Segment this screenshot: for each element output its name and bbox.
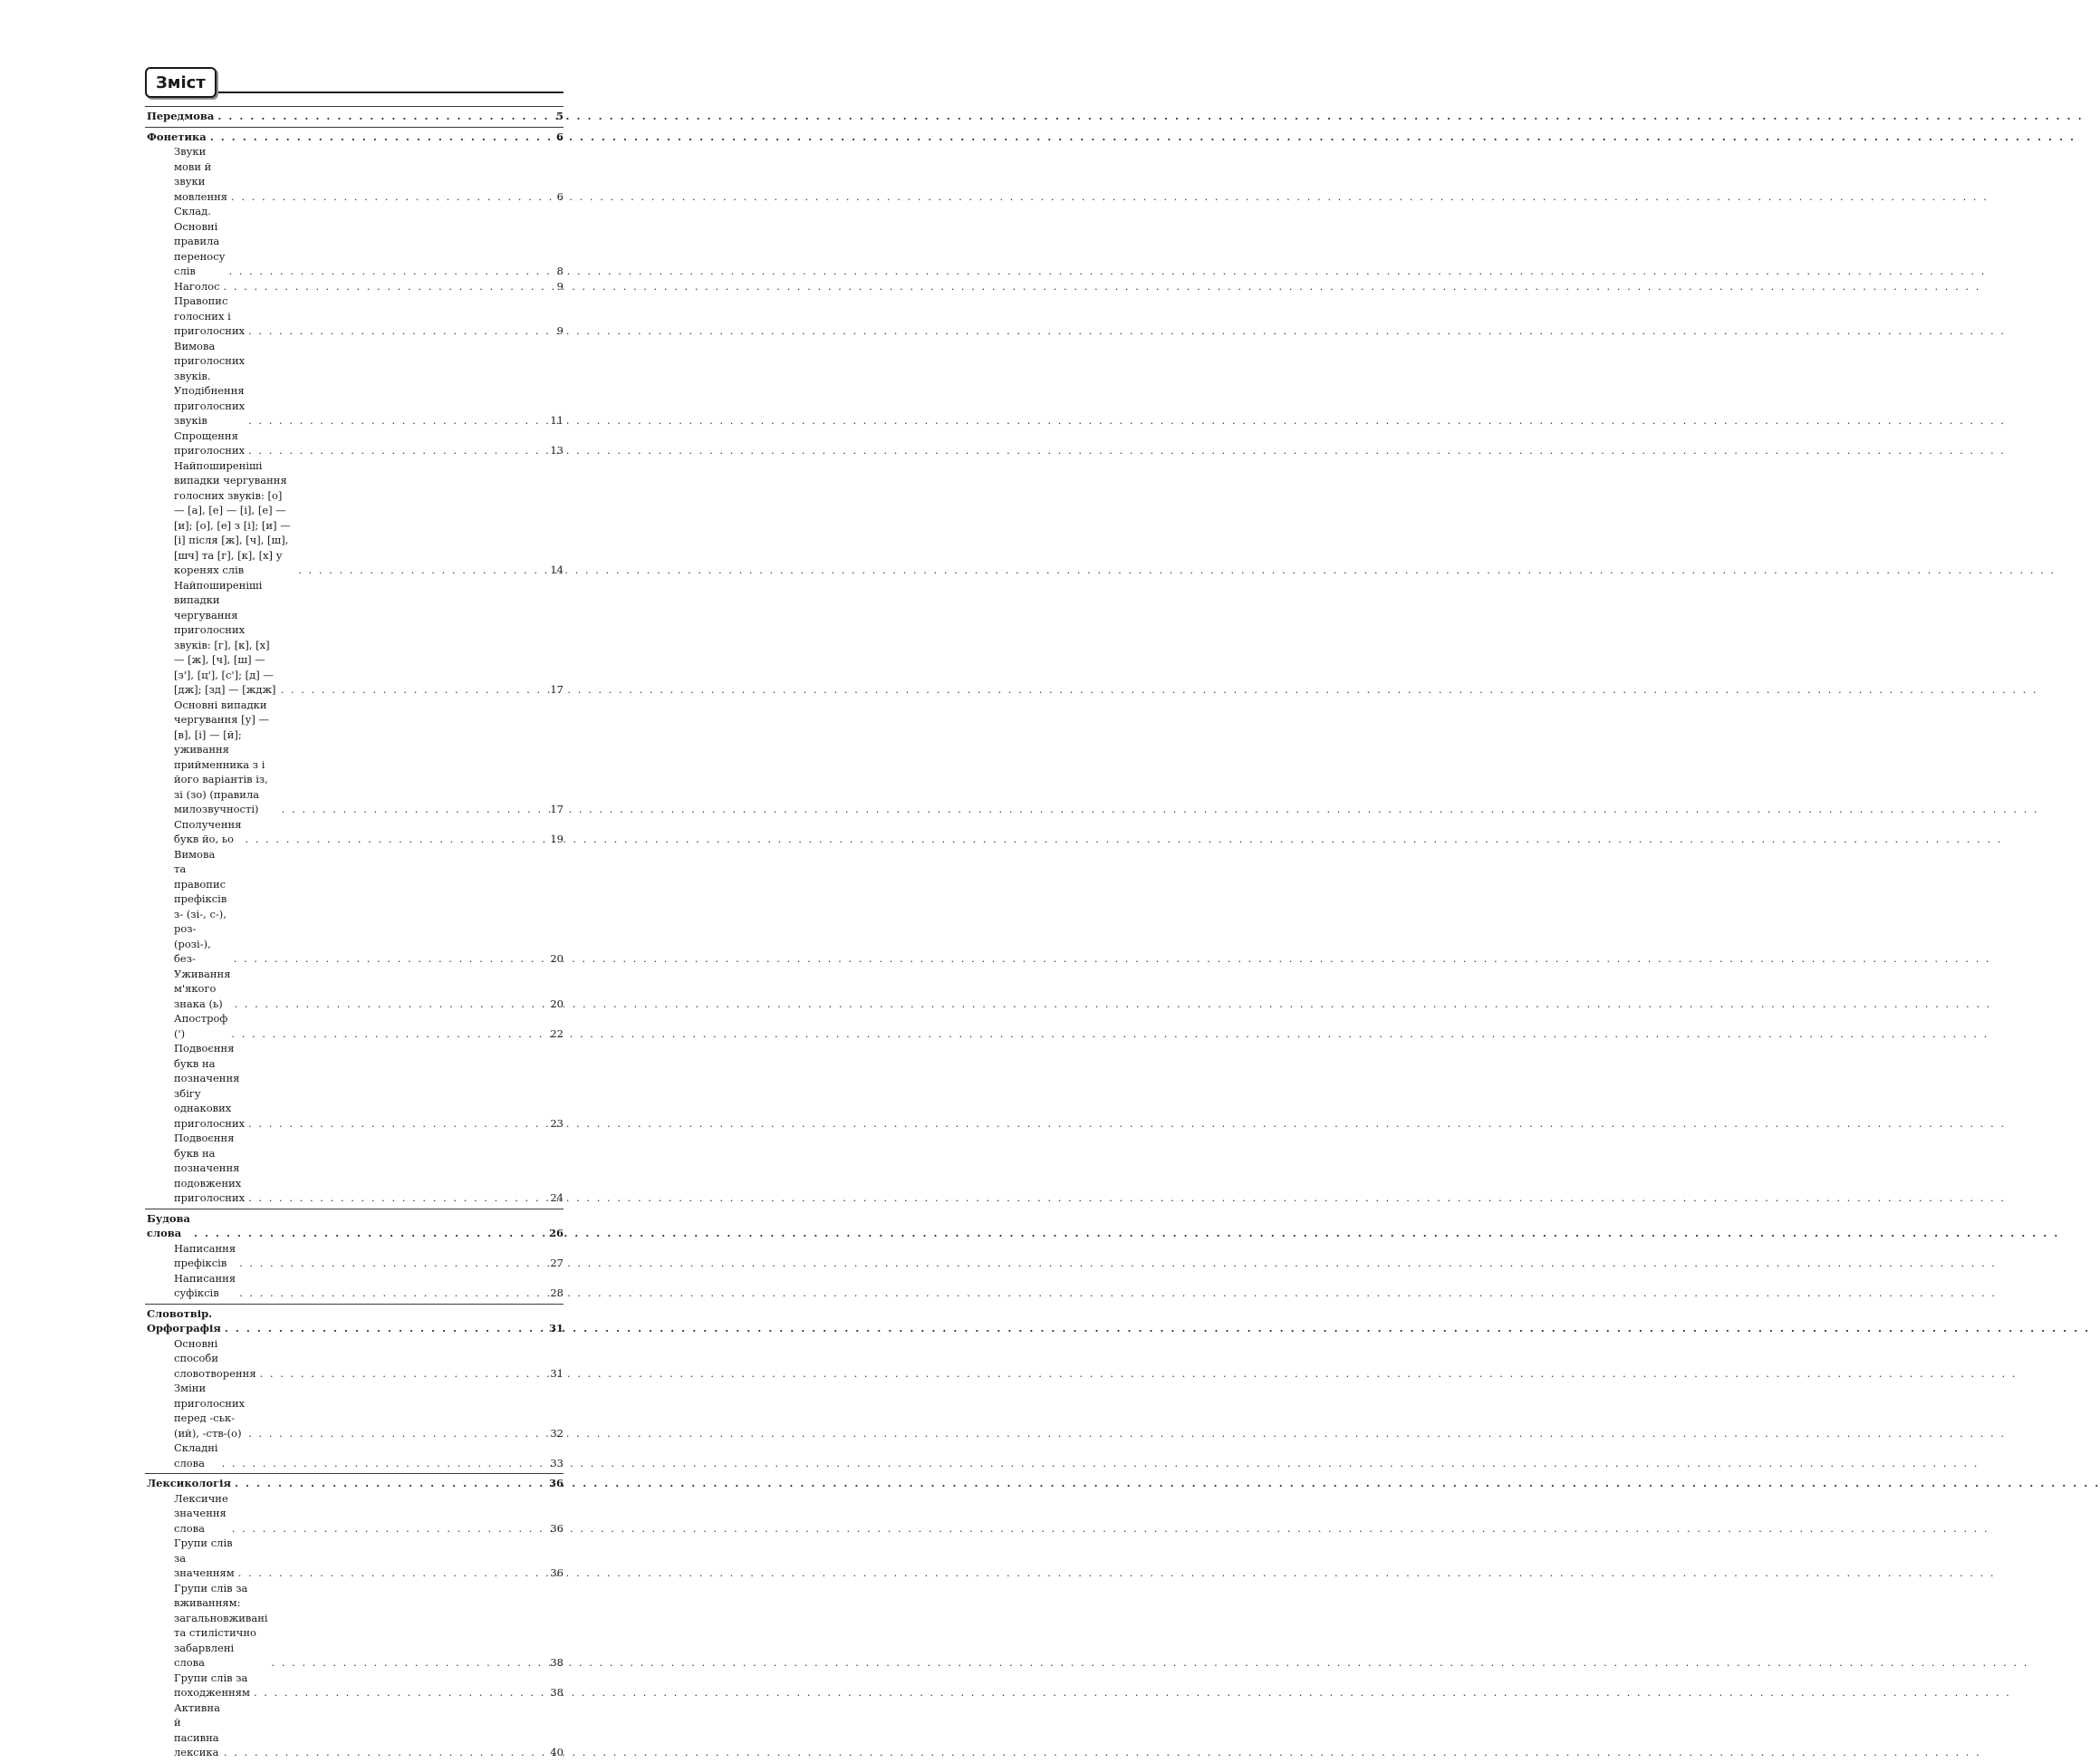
toc-entry-row[interactable]: [145, 967, 564, 1012]
page-number: 6: [556, 189, 564, 203]
toc-section: [145, 127, 564, 1209]
dot-leader: [221, 1321, 549, 1336]
entry-label: Групи слів за значенням: [174, 1537, 235, 1579]
toc-entry-row[interactable]: [145, 429, 564, 458]
toc-entry-row[interactable]: [145, 1440, 564, 1470]
entry-label: Склад. Основні правила переносу слів: [174, 205, 226, 277]
page-number: 36: [550, 1521, 564, 1535]
toc-entry-row[interactable]: [145, 1131, 564, 1206]
toc-entry-row[interactable]: [145, 1671, 564, 1700]
page-number: 9: [556, 324, 564, 337]
header-rule: [199, 92, 564, 93]
page-number: 28: [550, 1286, 564, 1299]
dot-leader: [245, 1426, 550, 1441]
page-number: 8: [556, 265, 564, 277]
toc-entry-row[interactable]: [145, 1041, 564, 1131]
toc-section-row[interactable]: [145, 1211, 564, 1241]
dot-leader: [277, 682, 551, 698]
toc-entry-row[interactable]: [145, 817, 564, 847]
toc-entry-row[interactable]: [145, 458, 564, 578]
page-number: 36: [550, 1566, 564, 1579]
page-number: 19: [550, 833, 564, 845]
dot-leader: [236, 1256, 550, 1271]
section-title: Фонетика: [147, 130, 207, 143]
entry-label: Лексичне значення слова: [174, 1491, 228, 1535]
page-number: 20: [550, 997, 564, 1010]
dot-leader: [245, 443, 550, 458]
page-number: 11: [550, 414, 564, 427]
toc-section: [145, 106, 564, 127]
dot-leader: [241, 832, 550, 847]
entry-label: Написання префіксів: [174, 1241, 236, 1269]
entry-label: Подвоєння букв на позначення збігу однакових приголосних: [174, 1042, 246, 1130]
toc-entry-row[interactable]: [145, 1536, 564, 1581]
toc-entry-row[interactable]: [145, 1581, 564, 1671]
entry-label: Подвоєння букв на позначення подовжених приголосних: [174, 1132, 246, 1204]
page-number: 20: [550, 952, 564, 965]
entry-label: Найпоширеніші випадки чергування приголосних звуків: [г], [к], [х] — [ж], [ч], [ш] — [з'], [ц'], [с']; [д] — [дж]; [зд] — [ждж]: [174, 578, 276, 696]
page-number: 31: [550, 1366, 564, 1380]
toc-entry-row[interactable]: [145, 1336, 564, 1382]
toc-entry-row[interactable]: [145, 1700, 564, 1760]
page-number: 9: [556, 279, 564, 293]
entry-label: Активна й пасивна лексика: [174, 1700, 220, 1758]
dot-leader: [214, 109, 551, 124]
toc-entry-row[interactable]: [145, 1241, 564, 1271]
dot-leader: [218, 1456, 551, 1471]
dot-leader: [190, 1226, 549, 1241]
entry-label: Основні способи словотворення: [174, 1336, 256, 1380]
dot-leader: [227, 189, 551, 205]
page-number: 24: [550, 1191, 564, 1204]
toc-entry-row[interactable]: [145, 1271, 564, 1301]
dot-leader: [245, 413, 550, 429]
toc-section-row[interactable]: [145, 130, 564, 145]
page-number: 22: [550, 1026, 564, 1040]
dot-leader: [245, 1116, 550, 1132]
section-title: Лексикологія: [147, 1477, 231, 1489]
toc-entry-row[interactable]: [145, 1381, 564, 1440]
entry-label: Зміни приголосних перед -ськ-(ий), -ств-(о): [174, 1382, 246, 1440]
toc-section-row[interactable]: [145, 1476, 564, 1491]
entry-label: Звуки мови й звуки мовлення: [174, 145, 228, 203]
dot-leader: [231, 1476, 549, 1491]
toc-title: Зміст: [145, 67, 217, 98]
entry-label: Спрощення приголосних: [174, 429, 246, 457]
dot-leader: [250, 1685, 550, 1700]
entry-label: Правопис голосних і приголосних: [174, 294, 246, 337]
page-number: 36: [548, 1477, 564, 1489]
dot-leader: [230, 997, 550, 1012]
entry-label: Уживання м'якого знака (ь): [174, 967, 231, 1010]
entry-label: Сполучення букв йо, ьо: [174, 817, 242, 845]
dot-leader: [294, 563, 550, 578]
dot-leader: [236, 1286, 550, 1301]
entry-label: Апостроф ('): [174, 1012, 228, 1040]
page-number: 31: [548, 1322, 564, 1334]
dot-leader: [225, 264, 551, 279]
entry-label: Вимова приголосних звуків. Уподібнення приголосних звуків: [174, 339, 246, 427]
toc-section: [145, 1304, 564, 1474]
toc-section-row[interactable]: [145, 1306, 564, 1336]
page-number: 17: [550, 683, 564, 696]
entry-label: Написання суфіксів: [174, 1271, 236, 1299]
page-number: 17: [550, 803, 564, 815]
entry-label: Основні випадки чергування [у] — [в], [і] — [й]; уживання прийменника з і його варіантів із, зі (зо) (правила милозвучності): [174, 698, 270, 815]
entry-label: Найпоширеніші випадки чергування голосних звуків: [о] — [а], [е] — [і], [е] — [и]; [о], [е] з [і]; [и] — [і] після [ж], [ч], [ш], [шч] та [г], [к], [х] у коренях слів: [174, 458, 291, 576]
dot-leader: [245, 323, 551, 339]
page-number: 26: [548, 1227, 564, 1239]
toc-section: [145, 1473, 564, 1763]
entry-label: Групи слів за походженням: [174, 1671, 250, 1699]
page-number: 40: [550, 1746, 564, 1758]
dot-leader: [256, 1366, 551, 1382]
page-number: 5: [555, 110, 564, 122]
dot-leader: [220, 1745, 550, 1760]
section-title: Передмова: [147, 110, 215, 122]
page-number: 14: [550, 564, 564, 576]
toc-entry-row[interactable]: [145, 204, 564, 279]
page-number: 32: [550, 1426, 564, 1440]
toc-entry-row[interactable]: [145, 279, 564, 294]
page-number: 23: [550, 1116, 564, 1130]
toc-section: [145, 1209, 564, 1304]
page-number: 6: [555, 130, 564, 143]
page-number: 27: [550, 1257, 564, 1269]
toc-entry-row[interactable]: [145, 144, 564, 204]
toc-entry-row[interactable]: [145, 578, 564, 698]
dot-leader: [245, 1190, 550, 1206]
dot-leader: [220, 279, 551, 294]
toc-entry-row[interactable]: [145, 294, 564, 339]
toc-entry-row[interactable]: [145, 339, 564, 429]
toc-entry-row[interactable]: [145, 698, 564, 817]
entry-label: Складні слова: [174, 1441, 218, 1469]
entry-label: Наголос: [174, 279, 220, 293]
page-number: 33: [550, 1456, 564, 1469]
table-of-contents: [145, 106, 564, 1763]
toc-entry-row[interactable]: [145, 1491, 564, 1537]
dot-leader: [278, 802, 551, 817]
page-number: 38: [550, 1686, 564, 1699]
entry-label: Вимова та правопис префіксів з- (зі-, с-), роз- (розі-), без-: [174, 847, 227, 965]
dot-leader: [207, 130, 551, 145]
section-title: Словотвір. Орфографія: [147, 1306, 221, 1334]
toc-entry-row[interactable]: [145, 1011, 564, 1041]
dot-leader: [230, 951, 551, 967]
section-title: Будова слова: [147, 1211, 190, 1239]
dot-leader: [235, 1566, 551, 1581]
dot-leader: [228, 1521, 551, 1537]
entry-label: Групи слів за вживанням: загальновживані та стилістично забарвлені слова: [174, 1581, 268, 1669]
toc-header: [145, 67, 564, 98]
toc-section-row[interactable]: [145, 109, 564, 124]
page-number: 13: [550, 444, 564, 457]
toc-entry-row[interactable]: [145, 847, 564, 967]
dot-leader: [268, 1655, 551, 1671]
dot-leader: [227, 1026, 550, 1042]
page-number: 38: [550, 1656, 564, 1669]
